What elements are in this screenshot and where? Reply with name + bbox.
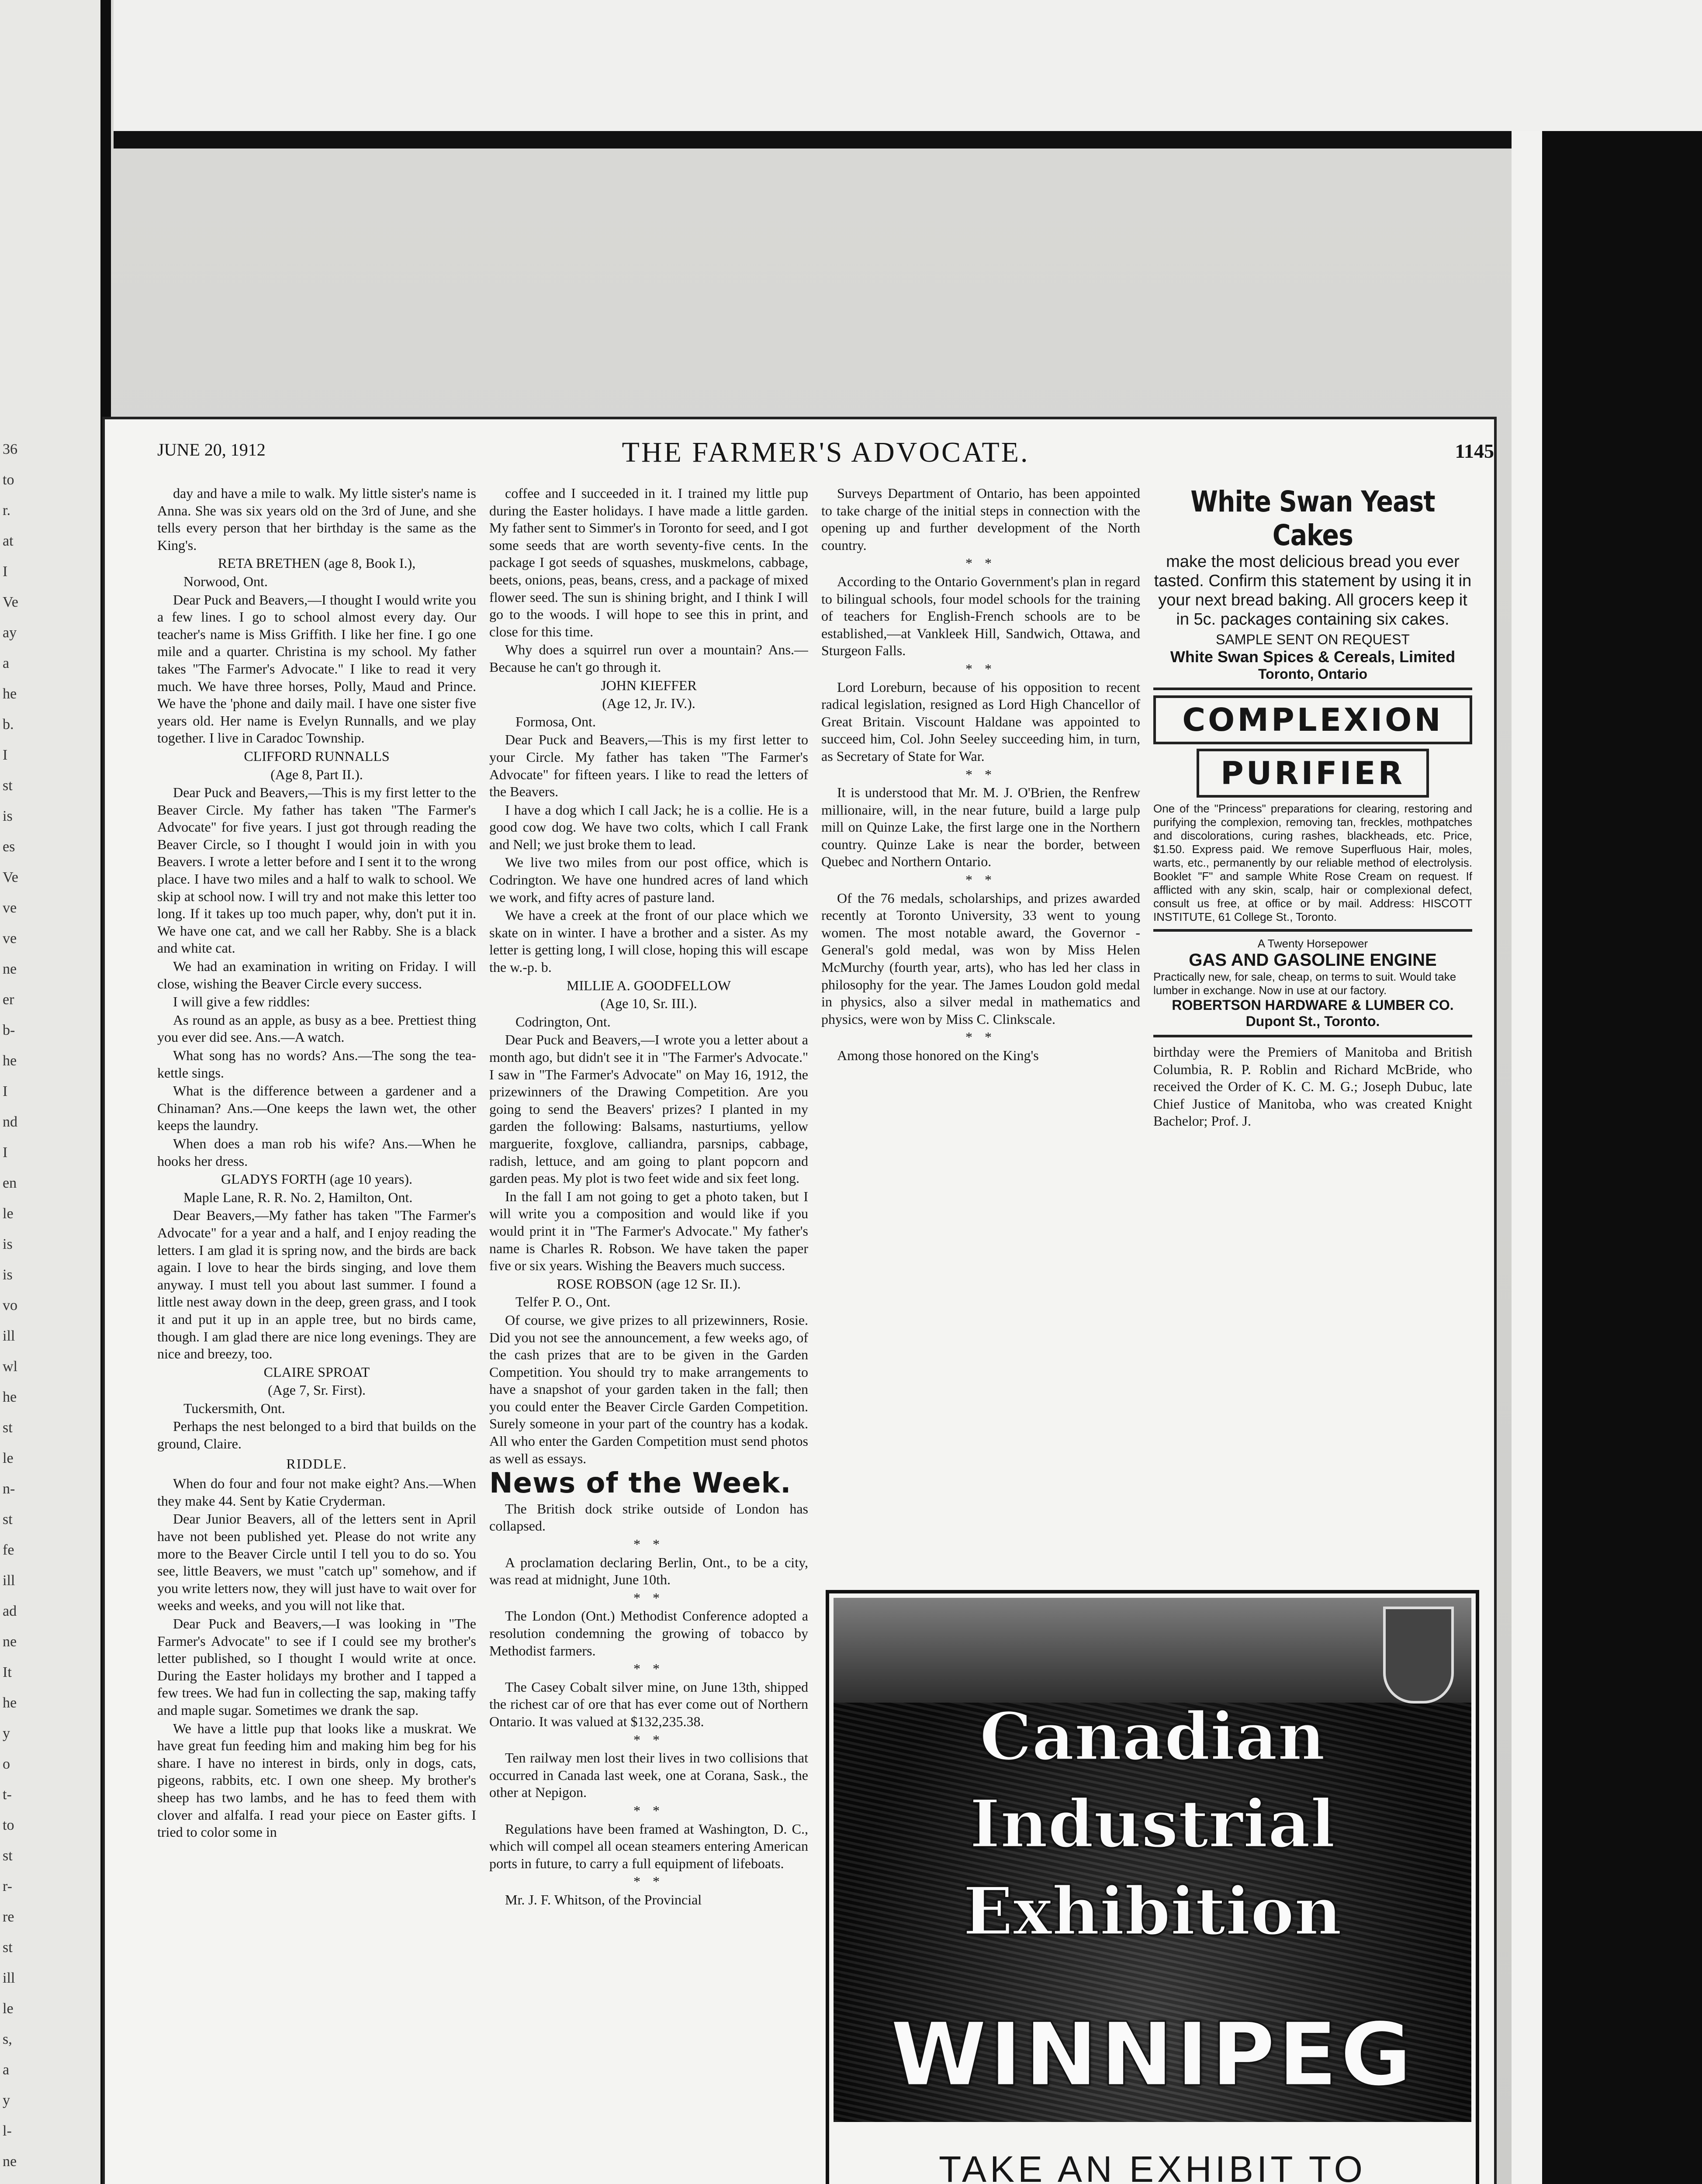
adjacent-page-fragment: a <box>3 655 10 671</box>
yeast-ad-sample: SAMPLE SENT ON REQUEST <box>1216 632 1410 647</box>
adjacent-page-fragment: ve <box>3 930 17 947</box>
yeast-ad <box>1153 485 1472 682</box>
location: Codrington, Ont. <box>515 1013 611 1030</box>
paragraph: Dear Puck and Beavers,—I wrote you a letter about a month ago, but didn't see it in "The Farmer's Advocate." I saw in "The Farmer's Advocate" on May 16, 1912, the prizewinners of the Drawing Competition. Are you going to send the Beavers' prizes? I planted in my garden the following: Balsams, nasturtiums, yellow marguerite, foxglove, calliandra, parsnips, cabbage, radish, lettuce, and am going to plant popcorn and garden peas. My plot is two feet wide and six feet long. <box>489 1032 808 1186</box>
column-1 <box>157 485 476 2184</box>
signature: CLAIRE SPROAT <box>263 1364 370 1380</box>
adjacent-page-fragment: le <box>3 1206 14 1222</box>
paragraph: day and have a mile to walk. My little sister's name is Anna. She was six years old on the 3rd of June, and she tells every person that her birthday is the same as the King's. <box>157 485 476 553</box>
adjacent-page-fragment: ne <box>3 1634 17 1650</box>
adjacent-page-fragment: ay <box>3 625 17 641</box>
adjacent-page-fragment: ill <box>3 1328 15 1344</box>
adjacent-page-fragment: t- <box>3 1787 12 1803</box>
location: Telfer P. O., Ont. <box>515 1294 611 1310</box>
signature: RETA BRETHEN (age 8, Book I.), <box>218 555 416 571</box>
signature: MILLIE A. GOODFELLOW <box>567 977 731 993</box>
adjacent-page-fragment: to <box>3 472 14 488</box>
adjacent-page-fragment: is <box>3 1236 13 1252</box>
paragraph: According to the Ontario Government's plan in regard to bilingual schools, four model schools for the training of teachers for English-French schools are to be established,—at Vankleek Hill, Sandwich, Ottawa, and Sturgeon Falls. <box>821 573 1140 659</box>
photo-sky <box>834 1598 1471 1703</box>
signature: ROSE ROBSON (age 12 Sr. II.). <box>557 1275 741 1292</box>
news-heading: News of the Week. <box>489 1467 792 1500</box>
adjacent-page-fragment: I <box>3 1083 8 1099</box>
paragraph: When does a man rob his wife? Ans.—When he hooks her dress. <box>157 1135 476 1169</box>
adjacent-page-fragment: ve <box>3 900 17 916</box>
paragraph: Mr. J. F. Whitson, of the Provincial <box>505 1891 702 1908</box>
signature: (Age 12, Jr. IV.). <box>602 695 695 712</box>
complexion-ad-text: One of the "Princess" preparations for clearing, restoring and purifying the complexion, removing tan, freckles, mothpatches and discolorations, curing rashes, blackheads, etc. Price, $1.50. Express paid. We remove Superfluous Hair, moles, warts, etc., permanently by our reliable method of electrolysis. Booklet "F" and sample White Rose Cream on request. If afflicted with any skin, scalp, hair or complexional defect, consult us free, at office or by mail. Address: HISCOTT INSTITUTE, 61 College St., Toronto. <box>1153 802 1472 923</box>
yeast-ad-title: White Swan Yeast Cakes <box>1190 485 1435 552</box>
engine-ad-title: GAS AND GASOLINE ENGINE <box>1189 950 1437 970</box>
adjacent-page-fragment: Ve <box>3 869 18 885</box>
yeast-ad-city: Toronto, Ontario <box>1258 666 1368 682</box>
engine-ad-address: Dupont St., Toronto. <box>1245 1013 1380 1029</box>
ad-take-exhibit: TAKE AN EXHIBIT TO <box>938 2149 1366 2184</box>
ad-title-line-1: Canadian <box>979 1698 1325 1775</box>
adjacent-page-fragment: Ve <box>3 594 18 610</box>
adjacent-page-fragment: le <box>3 1450 14 1466</box>
adjacent-page-fragment: y <box>3 1725 10 1742</box>
paragraph: coffee and I succeeded in it. I trained my little pup during the Easter holidays. I have made a little garden. My father sent to Simmer's in Toronto for seed, and I got some seeds that are worth seventy-five cents. In the package I got seeds of squashes, muskmelons, cabbage, beets, onions, peas, beans, cress, and a package of mixed flower seed. The sun is shining bright, and I think I will go to the woods. I will hope to see this in print, and close for this time. <box>489 485 808 639</box>
adjacent-page-fragment: he <box>3 1695 17 1711</box>
ad-divider <box>1153 1035 1472 1037</box>
separator-stars: * * <box>965 555 996 571</box>
paragraph: I have a dog which I call Jack; he is a collie. He is a good cow dog. We have two colts, which I call Frank and Nell; we just broke them to lead. <box>489 802 808 852</box>
paragraph: What is the difference between a gardener and a Chinaman? Ans.—One keeps the lawn wet, the other keeps the laundry. <box>157 1083 476 1133</box>
separator-stars: * * <box>633 1873 664 1890</box>
paragraph: We had an examination in writing on Friday. I will close, wishing the Beaver Circle every success. <box>157 958 476 992</box>
adjacent-page-fragment: st <box>3 1511 13 1527</box>
masthead-title: THE FARMER'S ADVOCATE. <box>622 436 1030 468</box>
paragraph: Regulations have been framed at Washington, D. C., which will compel all ocean steamers entering American ports in future, to carry a full equipment of lifeboats. <box>489 1821 808 1871</box>
separator-stars: * * <box>633 1536 664 1552</box>
location: Formosa, Ont. <box>515 713 596 729</box>
paragraph: The London (Ont.) Methodist Conference adopted a resolution condemning the growing of tobacco by Methodist farmers. <box>489 1608 808 1659</box>
paragraph: The British dock strike outside of London has collapsed. <box>489 1500 808 1534</box>
ad-divider <box>1153 688 1472 690</box>
adjacent-page-fragment: ill <box>3 1572 15 1589</box>
complexion-ad <box>1153 695 1472 924</box>
paragraph: Dear Puck and Beavers,—I was looking in "The Farmer's Advocate" to see if I could see my brother's letter published, so I thought I would write at once. During the Easter holidays my brother and I tapped a few trees. We had fun in collecting the sap, making taffy and maple sugar. Sometimes we drank the sap. <box>157 1616 476 1718</box>
adjacent-page-fragment: l- <box>3 2123 12 2139</box>
paragraph: A proclamation declaring Berlin, Ont., to be a city, was read at midnight, June 10th. <box>489 1554 808 1588</box>
complexion-ad-word2: PURIFIER <box>1197 749 1429 798</box>
section-heading: RIDDLE. <box>286 1455 347 1472</box>
adjacent-page-fragment: fe <box>3 1542 14 1558</box>
signature: CLIFFORD RUNNALLS <box>244 748 390 764</box>
coat-of-arms-crest <box>1383 1607 1454 1704</box>
issue-date: JUNE 20, 1912 <box>157 440 266 460</box>
adjacent-page-fragment: le <box>3 2001 14 2017</box>
adjacent-page-fragment: a <box>3 2062 10 2078</box>
adjacent-page-fragment: r. <box>3 502 10 518</box>
separator-stars: * * <box>965 660 996 677</box>
adjacent-page-fragment: r- <box>3 1878 12 1894</box>
paragraph: Surveys Department of Ontario, has been appointed to take charge of the initial steps in connection with the opening up and further development of the North country. <box>821 485 1140 553</box>
adjacent-page-fragment: st <box>3 1939 13 1956</box>
adjacent-page-fragment: b. <box>3 716 14 733</box>
separator-stars: * * <box>633 1661 664 1677</box>
adjacent-page-fragment: o <box>3 1756 10 1772</box>
paragraph: Lord Loreburn, because of his opposition to recent radical legislation, resigned as Lord High Chancellor of Great Britain. Viscount Haldane was appointed to succeed him, Col. John Seeley succeeding him, in turn, as Secretary of State for War. <box>821 679 1140 764</box>
paragraph: I will give a few riddles: <box>173 994 310 1010</box>
left-page-edge <box>0 0 111 2184</box>
page-header <box>157 436 1494 470</box>
adjacent-page-fragment: vo <box>3 1297 17 1313</box>
right-page-edge <box>1512 131 1542 2184</box>
adjacent-page-fragment: st <box>3 1848 13 1864</box>
paragraph: Dear Puck and Beavers,—This is my first letter to the Beaver Circle. My father has taken "The Farmer's Advocate" for five years. I just got through reading the Beaver Circle, so I thought I would join in with you Beavers. I wrote a letter before and I sent it to the wrong place. I have two miles and a half to walk to school. We skip at school now. I will try and not make this letter too long. If it takes up too much paper, why, don't put it in. We have one cat, and we call her Rabby. She is a black and white cat. <box>157 784 476 956</box>
paragraph: As round as an apple, as busy as a bee. Prettiest thing you ever did see. Ans.—A watch. <box>157 1012 476 1045</box>
adjacent-page-fragment: I <box>3 563 8 580</box>
engine-ad-company: ROBERTSON HARDWARE & LUMBER CO. <box>1172 997 1454 1013</box>
signature: (Age 8, Part II.). <box>270 766 363 782</box>
advertisement-column <box>1153 485 1472 1130</box>
ad-title-line-3: Exhibition <box>963 1873 1342 1950</box>
adjacent-page-fragment: I <box>3 747 8 763</box>
paragraph: Ten railway men lost their lives in two collisions that occurred in Canada last week, one at Corana, Sask., the other at Nepigon. <box>489 1750 808 1800</box>
column-2 <box>489 485 808 2184</box>
complexion-ad-word1: COMPLEXION <box>1153 695 1472 744</box>
signature: JOHN KIEFFER <box>601 677 697 693</box>
ad-title-line-2: Industrial <box>969 1786 1335 1863</box>
separator-stars: * * <box>633 1590 664 1606</box>
adjacent-page-fragment: is <box>3 1267 13 1283</box>
adjacent-page-fragment: at <box>3 533 14 549</box>
adjacent-page-fragment: It <box>3 1664 12 1680</box>
adjacent-page-fragment: is <box>3 808 13 824</box>
adjacent-page-fragment: b- <box>3 1022 15 1038</box>
paragraph: Perhaps the nest belonged to a bird that builds on the ground, Claire. <box>157 1418 476 1452</box>
paragraph: Dear Junior Beavers, all of the letters sent in April have not been published yet. Please do not write any more to the Beaver Circle until I tell you to do so. You see, little Beavers, we must "catch up" somehow, and if you write letters now, they will just have to wait over for weeks and weeks, and you will not like that. <box>157 1511 476 1614</box>
page-number: 1145 <box>1455 440 1494 462</box>
paragraph: Among those honored on the King's <box>837 1047 1039 1063</box>
adjacent-page-fragment: he <box>3 686 17 702</box>
paragraph: Dear Beavers,—My father has taken "The Farmer's Advocate" for a year and a half, and I enjoy reading the letters. I am glad it is spring now, and the birds are back again. I love to hear the birds singing, and love them anyway. I must tell you about last summer. I found a little nest away down in the deep, green grass, and I took it and put it up in an apple tree, but no birds came, though. I am glad there are nice long evenings. They are nice and breezy, too. <box>157 1207 476 1362</box>
crowd-photograph <box>834 1598 1471 2122</box>
adjacent-page-fragment: y <box>3 2092 10 2108</box>
adjacent-page-fragment: 36 <box>3 441 17 457</box>
adjacent-page-fragment: st <box>3 778 13 794</box>
adjacent-page-fragment: ad <box>3 1603 17 1619</box>
signature: GLADYS FORTH (age 10 years). <box>221 1171 412 1187</box>
winnipeg-exhibition-ad <box>826 1590 1479 2184</box>
adjacent-page-fragment: er <box>3 992 14 1008</box>
ad-lower-panel <box>842 2131 1463 2184</box>
right-margin <box>1512 131 1702 2184</box>
newspaper-page <box>105 419 1494 2184</box>
adjacent-page-fragment: he <box>3 1053 17 1069</box>
paragraph: Dear Puck and Beavers,—This is my first letter to your Circle. My father has taken "The Farmer's Advocate" for fifteen years. I like to read the letters of the Beavers. <box>489 732 808 800</box>
paragraph: We have a creek at the front of our place which we skate on in winter. I have a brother and a sister. As my letter is getting long, I will close, hoping this will escape the w.-p. b. <box>489 907 808 975</box>
separator-stars: * * <box>965 1029 996 1045</box>
adjacent-page-fragment: re <box>3 1909 14 1925</box>
adjacent-page-fragment: to <box>3 1817 14 1833</box>
signature: (Age 7, Sr. First). <box>268 1382 366 1398</box>
location: Tuckersmith, Ont. <box>183 1400 285 1416</box>
ad-title-city: WINNIPEG <box>890 2004 1415 2106</box>
adjacent-page-fragment: s, <box>3 2031 12 2047</box>
previous-page-strip <box>114 0 1702 149</box>
yeast-ad-body: make the most delicious bread you ever tasted. Confirm this statement by using it in your next bread baking. All grocers keep it in 5c. packages containing six cakes. <box>1154 553 1472 629</box>
separator-stars: * * <box>965 872 996 888</box>
paragraph: We live two miles from our post office, which is Codrington. We have one hundred acres of land which we work, and fifty acres of pasture land. <box>489 854 808 905</box>
paragraph: What song has no words? Ans.—The song the tea-kettle sings. <box>157 1047 476 1081</box>
separator-stars: * * <box>633 1802 664 1818</box>
adjacent-page-fragment: he <box>3 1389 17 1405</box>
adjacent-page-fragment: ne <box>3 961 17 977</box>
column-3 <box>821 485 1140 1603</box>
column-continuation: birthday were the Premiers of Manitoba and British Columbia, R. P. Roblin and Richard McBride, who received the Order of K. C. M. G.; Joseph Dubuc, late Chief Justice of Manitoba, who was created Knight Bachelor; Prof. J. <box>1153 1044 1472 1129</box>
engine-ad <box>1153 937 1472 1030</box>
paragraph: Of course, we give prizes to all prizewinners, Rosie. Did you not see the announcement, a few weeks ago, of the cash prizes that are to be given in the Garden Competition. You should try to make arrangements to have a snapshot of your garden taken in the fall; then you could enter the Beaver Circle Garden Competition. Surely someone in your part of the country has a kodak. All who enter the Garden Competition must send photos as well as essays. <box>489 1312 808 1466</box>
adjacent-page-fragment: es <box>3 839 15 855</box>
adjacent-page-fragment: n- <box>3 1481 15 1497</box>
paragraph: We have a little pup that looks like a muskrat. We have great fun feeding him and making him beg for his share. I have no interest in birds, only in dogs, cats, pigeons, rabbits, etc. I own one sheep. My brother's sheep has two lambs, and he has to feed them with clover and alfalfa. I read your piece on Easter gifts. I tried to color some in <box>157 1720 476 1840</box>
signature: (Age 10, Sr. III.). <box>600 995 697 1012</box>
adjacent-page-fragment: ill <box>3 1970 15 1986</box>
adjacent-page-fragment: nd <box>3 1114 17 1130</box>
adjacent-page-fragment: I <box>3 1144 8 1161</box>
ad-divider <box>1153 929 1472 932</box>
yeast-ad-company: White Swan Spices & Cereals, Limited <box>1170 648 1456 666</box>
location: Maple Lane, R. R. No. 2, Hamilton, Ont. <box>183 1189 413 1205</box>
engine-ad-kicker: A Twenty Horsepower <box>1257 937 1368 950</box>
engine-ad-text: Practically new, for sale, cheap, on terms to suit. Would take lumber in exchange. Now in use at our factory. <box>1153 970 1456 997</box>
adjacent-page-fragment: wl <box>3 1358 17 1375</box>
paragraph: Why does a squirrel run over a mountain? Ans.—Because he can't go through it. <box>489 642 808 675</box>
adjacent-page-fragment: ne <box>3 2153 17 2170</box>
adjacent-page-fragment: st <box>3 1420 13 1436</box>
paragraph: Of the 76 medals, scholarships, and prizes awarded recently at Toronto University, 33 went to young women. The most notable award, the Governor - General's gold medal, was won by Miss Helen McMurchy (fourth year, arts), who has led her class in philosophy for the year. The James Loudon gold medal in physics, also a silver medal in mathematics and physics, were won by Miss C. Clinkscale. <box>821 890 1140 1027</box>
paragraph: Dear Puck and Beavers,—I thought I would write you a few lines. I go to school almost every day. Our teacher's name is Miss Griffith. I like her fine. I go one mile and a quarter. Christina is my school. My father takes "The Farmer's Advocate." I like to read it very much. We have three horses, Polly, Maud and Prince. We have the 'phone and daily mail. I have one sister five years old. Her name is Evelyn Runnalls, and we play together. I live in Caradoc Township. <box>157 591 476 746</box>
paragraph: The Casey Cobalt silver mine, on June 13th, shipped the richest car of ore that has ever come out of Northern Ontario. It was valued at $132,235.38. <box>489 1679 808 1729</box>
adjacent-page-fragment: en <box>3 1175 17 1191</box>
paragraph: It is understood that Mr. M. J. O'Brien, the Renfrew millionaire, will, in the near future, build a large pulp mill on Quinze Lake, the first large one in the Northern country. Quinze Lake is near the border, between Quebec and Northern Ontario. <box>821 784 1140 870</box>
paragraph: When do four and four not make eight? Ans.—When they make 44. Sent by Katie Cryderman. <box>157 1476 476 1509</box>
location: Norwood, Ont. <box>183 573 268 589</box>
separator-stars: * * <box>965 766 996 782</box>
separator-stars: * * <box>633 1731 664 1748</box>
paragraph: In the fall I am not going to get a photo taken, but I will write you a composition and would like if you would print it in "The Farmer's Advocate." My father's name is Charles R. Robson. We have taken the paper five or six years. Wishing the Beavers much success. <box>489 1188 808 1274</box>
